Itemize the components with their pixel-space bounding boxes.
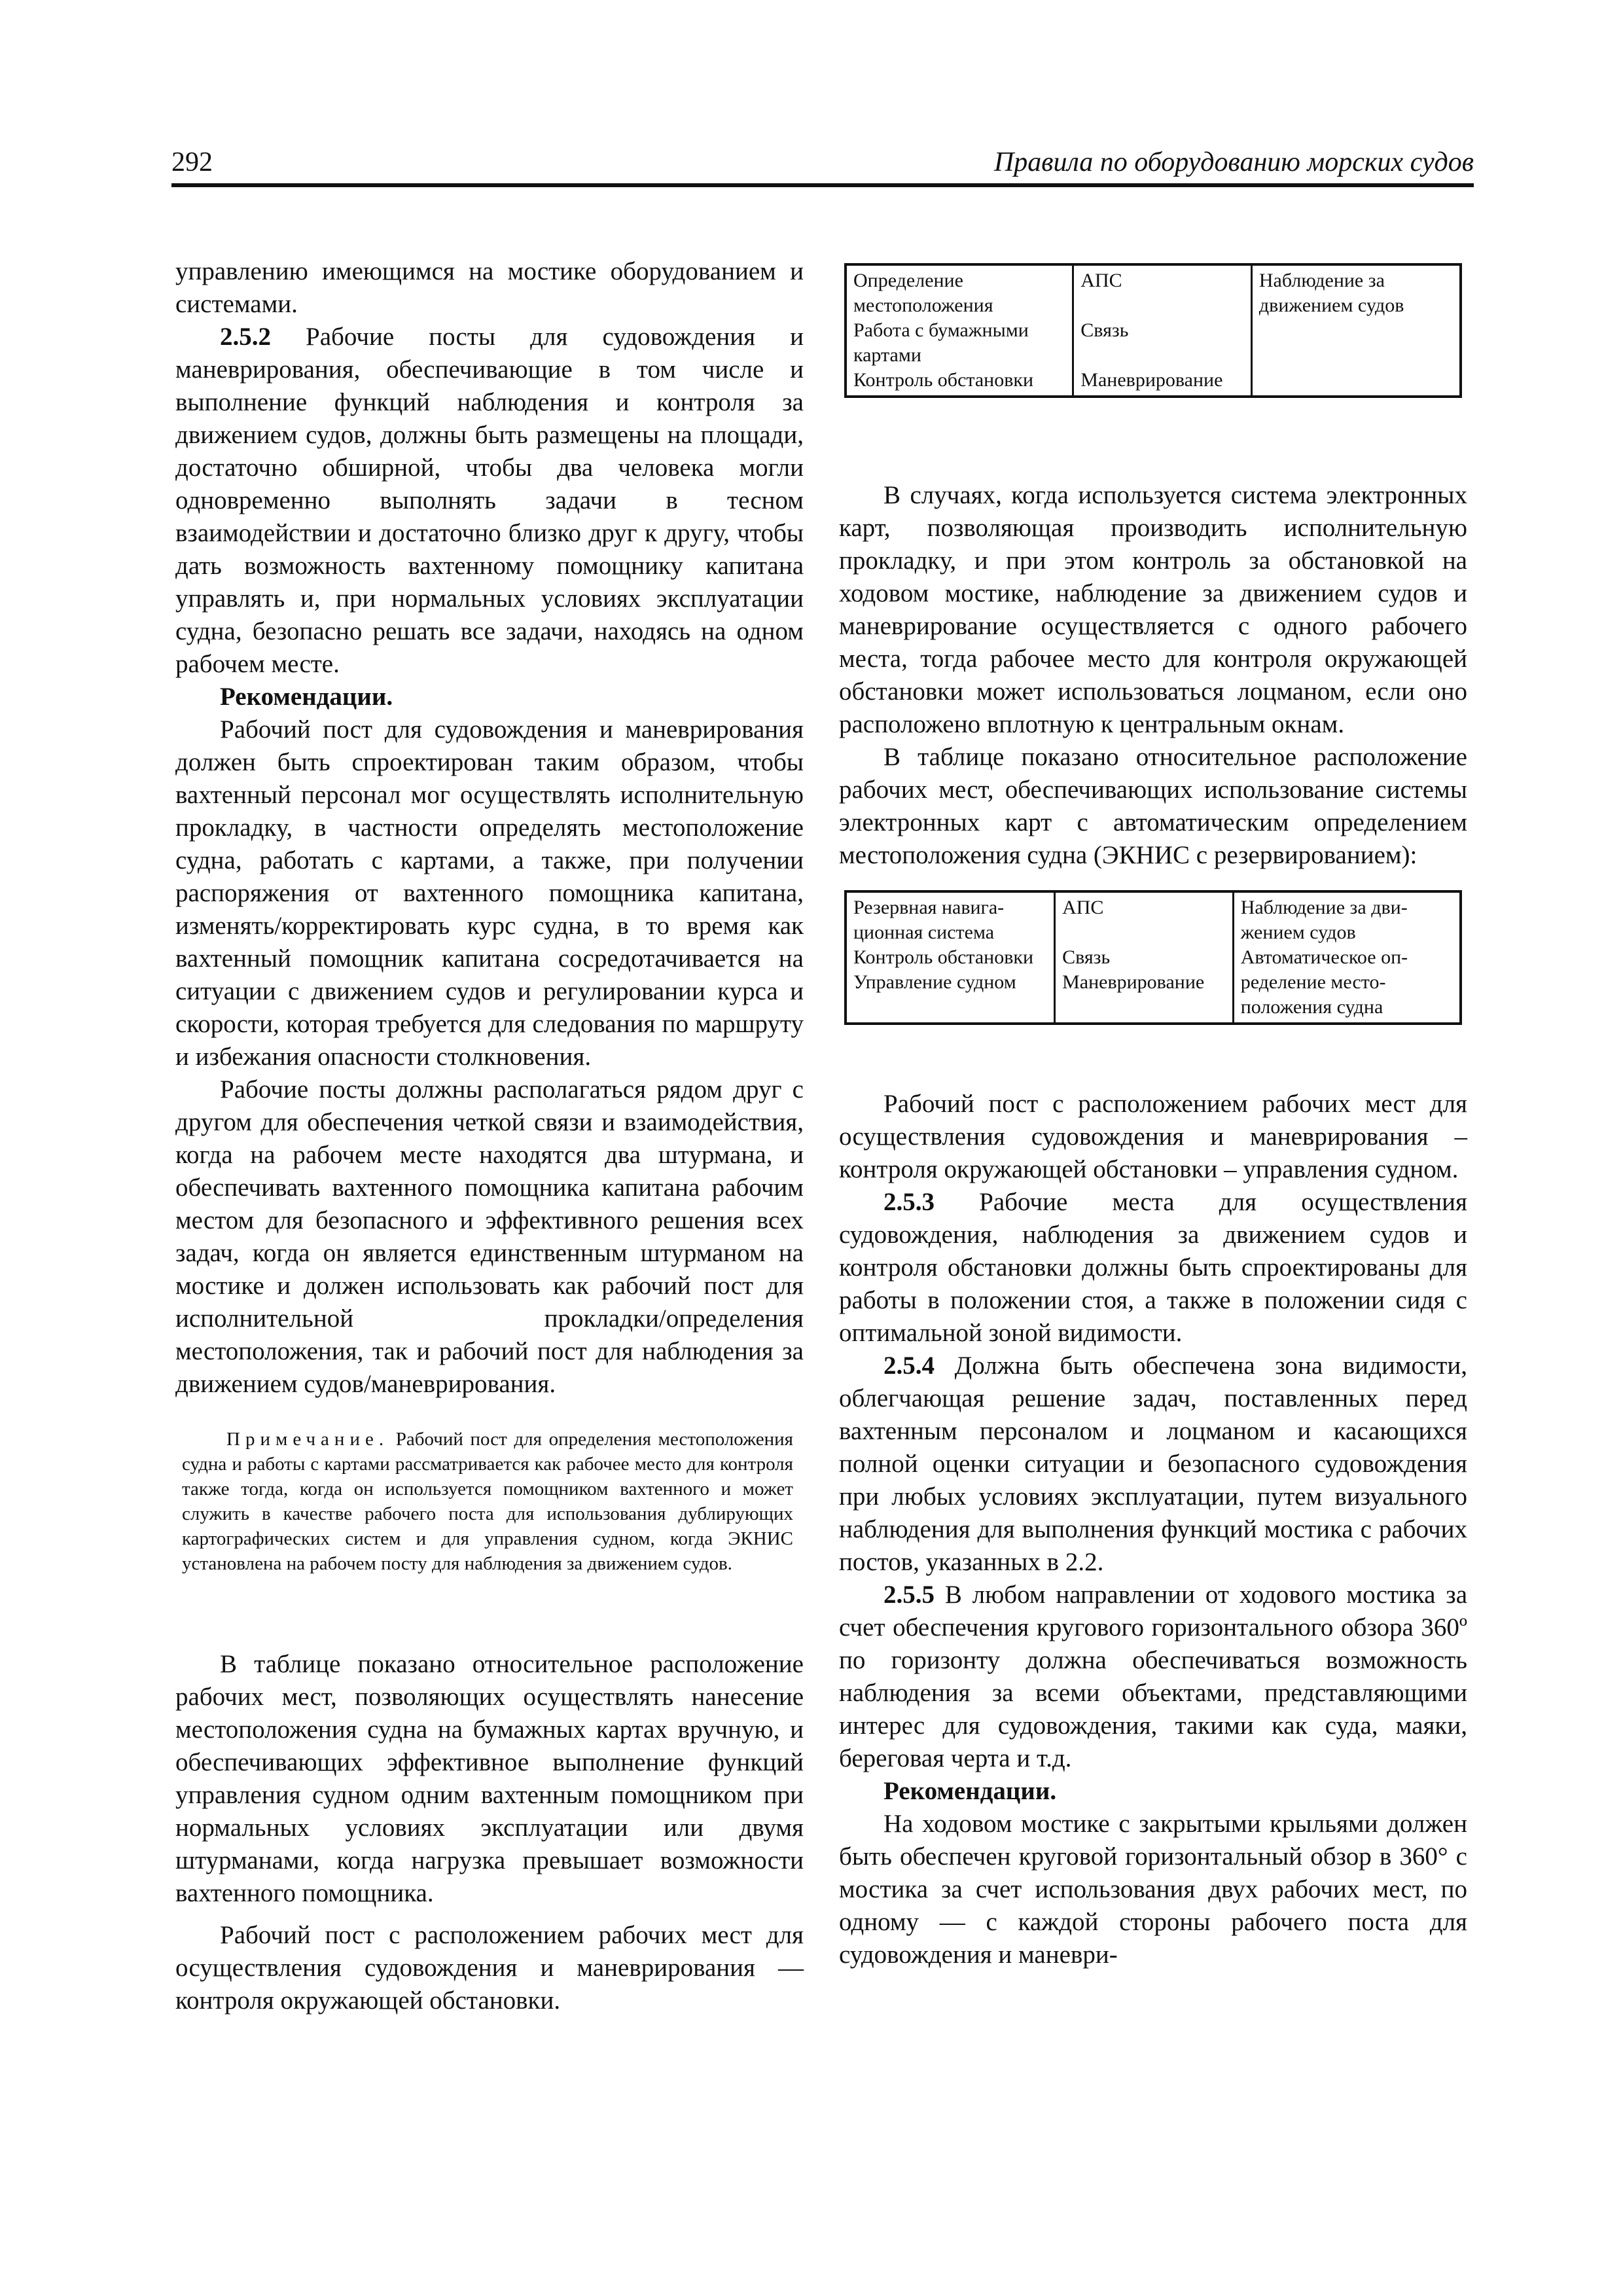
paragraph-text: Рабочие посты для судовождения и маневрирования, обеспечивающие в том числе и выполнение функций наблюдения и контроля за движением судов, должны быть размещены на площади, достаточно обширной, чтобы два человека могли одновременно выполнять задачи в тесном взаимодействии и достаточно близко друг к другу, чтобы дать возможность вахтенному помощнику капитана управлять и, при нормальных условиях эксплуатации судна, безопасно решать все задачи, находясь на одном рабочем месте. <box>175 323 804 678</box>
clause-number: 2.5.5 <box>883 1581 935 1609</box>
left-column <box>175 255 804 2017</box>
paragraph-text: Рабочие места для осуществления судовождения, наблюдения за движением судов и контроля обстановки должны быть спроектированы для работы в положении стоя, а также в положении сидя с оптимальной зоной видимости. <box>839 1188 1467 1347</box>
page-number: 292 <box>171 147 213 177</box>
paragraph: Рабочий пост для судовождения и маневрирования должен быть спроектирован таким образом, чтобы вахтенный персонал мог осуществлять исполнительную прокладку, в частности определять местоположение судна, работать с картами, а также, при получении распоряжения от вахтенного помощника капитана, изменять/корректировать курс судна, в то время как вахтенный помощник капитана сосредотачивается на ситуации с движением судов и регулировании курса и скорости, которая требуется для следования по маршруту и избежания опасности столкновения. <box>175 715 804 1071</box>
paragraph-2-5-2 <box>175 321 804 681</box>
cell-line: движением судов <box>1258 295 1404 316</box>
paragraph: В таблице показано относительное расположение рабочих мест, обеспечивающих использование системы электронных карт с автоматическим определением местоположения судна (ЭКНИС с резервированием): <box>839 743 1467 869</box>
heading-text: Рекомендации. <box>883 1777 1057 1805</box>
paragraph: Рабочий пост с расположением рабочих мест для осуществления судовождения и маневрирования – контроля окружающей обстановки – управления судном. <box>839 1090 1467 1183</box>
cell-line: Контроль обстановки <box>853 946 1034 968</box>
heading-text: Рекомендации. <box>220 683 393 711</box>
paragraph: В случаях, когда используется система электронных карт, позволяющая производить исполнительную прокладку, и при этом контроль за обстановкой на ходовом мостике, наблюдение за движением судов и маневрирование осуществляется с одного рабочего места, тогда рабочее место для контроля окружающей обстановки может использоваться лоцманом, если оно расположено вплотную к центральным окнам. <box>839 481 1467 738</box>
paragraph-text: Должна быть обеспечена зона видимости, облегчающая решение задач, поставленных перед вахтенным персоналом и лоцманом и касающихся полной оценки ситуации и безопасного судовождения при любых условиях эксплуатации, путем визуального наблюдения для выполнения функций мостика с рабочих постов, указанных в 2.2. <box>839 1352 1467 1576</box>
cell-line: Автоматическое оп- <box>1240 946 1408 968</box>
table-2-wrapper <box>844 890 1462 1025</box>
table-cell <box>1233 891 1461 1024</box>
paragraph-2-5-3 <box>839 1186 1467 1350</box>
note-label: Примечание. <box>226 1429 389 1450</box>
paragraph-text: В любом направлении от ходового мостика за счет обеспечения кругового горизонтального обзора 360º по горизонту должна обеспечиваться возможность наблюдения за всеми объектами, представляющими интерес для судовождения, такими как суда, маяки, береговая черта и т.д. <box>839 1581 1467 1772</box>
workstation-table-1 <box>844 263 1462 398</box>
cell-line: Маневрирование <box>1080 369 1223 391</box>
clause-number: 2.5.4 <box>883 1352 935 1380</box>
table-cell <box>1055 891 1234 1024</box>
right-column <box>839 255 1467 1971</box>
page-header <box>171 144 1474 187</box>
paragraph: В таблице показано относительное расположение рабочих мест, позволяющих осуществлять нанесение местоположения судна на бумажных картах вручную, и обеспечивающих эффективное выполнение функций управления судном одним вахтенным помощником при нормальных условиях эксплуатации или двумя штурманами, когда нагрузка превышает возможности вахтенного помощника. <box>175 1650 804 1907</box>
cell-line: Резервная навига- <box>853 897 1005 918</box>
cell-line: жением судов <box>1240 922 1356 943</box>
table-cell <box>846 264 1073 397</box>
table-1-wrapper <box>844 263 1462 398</box>
cell-line: Наблюдение за <box>1258 270 1385 291</box>
cell-line: Контроль обстановки <box>853 369 1034 391</box>
table-cell <box>1073 264 1252 397</box>
cell-line: положения судна <box>1240 996 1383 1018</box>
cell-line: АПС <box>1080 270 1122 291</box>
cell-line: Определение <box>853 270 963 291</box>
note <box>182 1427 793 1576</box>
clause-number: 2.5.3 <box>883 1188 935 1216</box>
workstation-table-2 <box>844 890 1462 1025</box>
recommendations-heading <box>175 681 804 713</box>
paragraph-2-5-4 <box>839 1350 1467 1579</box>
cell-line: картами <box>853 344 921 366</box>
cell-line: Управление судном <box>853 971 1016 993</box>
paragraph: управлению имеющимся на мостике оборудованием и системами. <box>175 257 804 318</box>
table-row <box>846 264 1461 397</box>
paragraph: Рабочие посты должны располагаться рядом друг с другом для обеспечения четкой связи и взаимодействия, когда на рабочем месте находятся два штурмана, и обеспечивать вахтенного помощника капитана рабочим местом для безопасного и эффективного решения всех задач, когда он является единственным штурманом на мостике и должен использовать как рабочий пост для исполнительной прокладки/определения местоположения, так и рабочий пост для наблюдения за движением судов/маневрирования. <box>175 1075 804 1398</box>
clause-number: 2.5.2 <box>220 323 271 351</box>
cell-line: Связь <box>1080 319 1129 341</box>
note-text: Рабочий пост для определения местоположения судна и работы с картами рассматривается как рабочее место для контроля также тогда, когда он используется помощником вахтенного и может служить в качестве рабочего поста для использования дублирующих картографических систем и для управления судном, когда ЭКНИС установлена на рабочем посту для наблюдения за движением судов. <box>182 1429 793 1574</box>
cell-line: ределение место- <box>1240 971 1386 993</box>
cell-line: Связь <box>1062 946 1111 968</box>
table-row <box>846 891 1461 1024</box>
cell-line: местоположения <box>853 295 993 316</box>
running-title: Правила по оборудованию морских судов <box>993 147 1474 177</box>
paragraph: Рабочий пост с расположением рабочих мест для осуществления судовождения и маневрирования — контроля окружающей обстановки. <box>175 1921 804 2015</box>
cell-line: Работа с бумажными <box>853 319 1029 341</box>
table-cell <box>846 891 1055 1024</box>
recommendations-heading <box>839 1775 1467 1808</box>
paragraph-2-5-5 <box>839 1579 1467 1775</box>
cell-line: АПС <box>1062 897 1104 918</box>
cell-line: Наблюдение за дви- <box>1240 897 1408 918</box>
cell-line: ционная система <box>853 922 995 943</box>
cell-line: Маневрирование <box>1062 971 1205 993</box>
table-cell <box>1251 264 1461 397</box>
paragraph: На ходовом мостике с закрытыми крыльями должен быть обеспечен круговой горизонтальный обзор в 360° с мостика за счет использования двух рабочих мест, по одному — с каждой стороны рабочего поста для судовождения и маневри- <box>839 1810 1467 1969</box>
